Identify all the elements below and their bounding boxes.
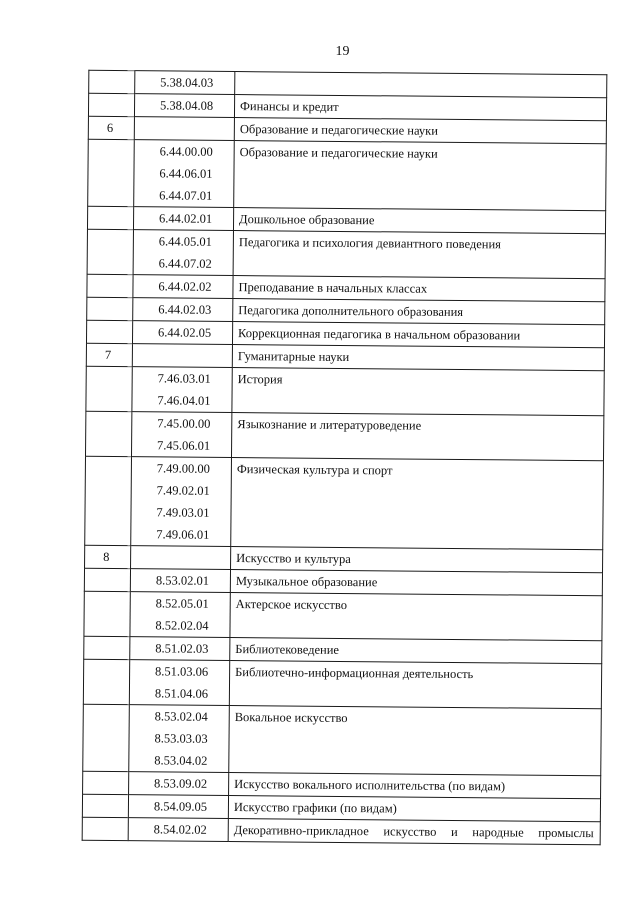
specialty-code: 7.45.06.01 (156, 438, 211, 453)
specialty-name: Музыкальное образование (235, 574, 378, 590)
specialty-code: 8.51.04.06 (154, 686, 209, 701)
specialty-name-cell (231, 458, 604, 550)
section-number-cell (87, 274, 133, 297)
section-number-cell (89, 70, 135, 93)
page-number: 19 (335, 44, 350, 59)
section-number-cell (83, 659, 129, 704)
specialty-code: 7.45.00.00 (157, 416, 211, 431)
codes-cell (129, 705, 230, 773)
specialty-code: 8.53.04.02 (154, 753, 208, 768)
section-number-cell (87, 206, 133, 229)
specialty-code: 8.53.03.03 (154, 731, 208, 746)
specialty-name-cell (230, 593, 602, 641)
specialty-name: Вокальное искусство (234, 710, 348, 726)
table-row (83, 659, 601, 709)
codes-cell (131, 546, 231, 570)
specialty-name-cell (229, 773, 601, 799)
specialties-table (82, 70, 608, 845)
specialty-code: 8.54.09.05 (153, 799, 208, 814)
specialty-name-cell (234, 118, 606, 144)
specialty-name: История (237, 372, 283, 387)
section-number-cell (86, 411, 132, 456)
section-number-cell (88, 139, 135, 206)
specialty-code: 8.53.02.01 (155, 573, 210, 588)
table-row (86, 366, 604, 416)
specialty-name-cell (234, 95, 606, 121)
section-number-cell (87, 297, 133, 320)
specialty-code: 6.44.02.02 (158, 279, 212, 294)
section-number-cell (82, 794, 128, 817)
specialty-code: 7.49.00.00 (156, 461, 211, 476)
specialty-name: Педагогика и психология девиантного поведения (238, 235, 501, 252)
specialty-name-cell (232, 368, 604, 416)
table-row (84, 591, 602, 641)
specialty-name: Актерское искусство (235, 597, 348, 613)
section-number-cell (86, 366, 132, 411)
specialty-code: 6.44.02.05 (157, 325, 212, 340)
specialty-code: 8.53.09.02 (154, 776, 208, 791)
specialty-code: 5.38.04.03 (160, 75, 214, 90)
specialty-name: Образование и педагогические науки (239, 122, 438, 138)
codes-cell (130, 637, 230, 661)
codes-cell (133, 275, 233, 299)
specialty-name-cell (233, 299, 605, 325)
codes-cell (132, 344, 232, 368)
section-number: 6 (106, 120, 114, 135)
codes-cell (132, 321, 232, 345)
section-number-cell (84, 636, 130, 659)
specialty-name: Коррекционная педагогика в начальном образовании (238, 326, 521, 343)
specialty-name-cell (228, 796, 600, 822)
codes-cell (130, 592, 230, 638)
codes-cell (130, 569, 230, 593)
codes-cell (134, 94, 234, 118)
section-number-cell (85, 545, 131, 568)
specialty-name-cell (229, 706, 602, 776)
section-number-cell (86, 320, 132, 343)
specialty-name: Языкознание и литературоведение (237, 417, 422, 433)
section-number-cell (83, 771, 129, 794)
codes-cell (131, 457, 232, 547)
section-number-cell (83, 704, 130, 771)
specialty-name-cell (233, 231, 605, 279)
specialty-code: 8.53.02.04 (154, 709, 208, 724)
specialty-name: Искусство и культура (236, 551, 351, 567)
specialty-name: Искусство вокального исполнительства (по видам) (234, 777, 506, 794)
specialty-code: 5.38.04.08 (159, 98, 214, 113)
specialty-code: 7.49.02.01 (156, 483, 210, 498)
section-number-cell (87, 229, 133, 274)
codes-cell (132, 367, 232, 413)
specialty-name: Педагогика дополнительного образования (238, 303, 464, 320)
specialty-code: 8.52.05.01 (155, 596, 209, 611)
specialty-name-cell (228, 819, 600, 845)
codes-cell (131, 412, 231, 458)
specialty-code: 8.52.02.04 (155, 618, 209, 633)
specialty-name-cell (234, 141, 607, 211)
specialty-code: 6.44.02.03 (158, 302, 212, 317)
specialty-code: 7.46.03.01 (157, 371, 211, 386)
codes-cell (134, 117, 234, 141)
table-row (88, 139, 607, 211)
specialty-name-cell (229, 661, 601, 709)
codes-cell (133, 230, 233, 276)
section-number-cell (88, 116, 134, 139)
specialty-code: 7.46.04.01 (157, 393, 211, 408)
codes-cell (133, 207, 233, 231)
specialty-name: Гуманитарные науки (237, 349, 350, 365)
specialty-name: Библиотечно-информационная деятельность (235, 665, 474, 682)
specialty-name-cell (230, 638, 602, 664)
specialty-name: Библиотековедение (235, 642, 340, 657)
codes-cell (134, 140, 235, 208)
specialty-name: Образование и педагогические науки (239, 145, 438, 161)
codes-cell (128, 795, 228, 819)
table-row (87, 229, 605, 279)
specialty-name-cell (233, 208, 605, 234)
section-number-cell (82, 817, 128, 840)
section-number: 7 (104, 347, 112, 362)
section-number-cell (84, 591, 130, 636)
codes-cell (128, 818, 228, 842)
specialty-code: 6.44.02.01 (158, 211, 213, 226)
section-number-cell (86, 343, 132, 366)
specialties-table-body (82, 70, 607, 844)
table-row (86, 411, 604, 461)
specialty-name: Преподавание в начальных классах (238, 280, 428, 296)
specialty-code: 6.44.07.01 (159, 188, 213, 203)
codes-cell (129, 772, 229, 796)
section-number-cell (88, 93, 134, 116)
specialty-name: Искусство графики (по видам) (233, 800, 397, 816)
table-row (82, 817, 600, 845)
specialty-code: 6.44.07.02 (158, 256, 212, 271)
table-row (83, 704, 602, 776)
specialty-name-cell (231, 413, 603, 461)
specialty-name-cell (230, 570, 602, 596)
specialty-name: Финансы и кредит (240, 99, 339, 114)
specialty-code: 6.44.05.01 (158, 234, 213, 249)
specialty-name: Дошкольное образование (239, 212, 375, 228)
specialty-name-cell (235, 72, 607, 98)
specialty-name: Физическая культура и спорт (236, 462, 393, 478)
codes-cell (133, 298, 233, 322)
specialty-name-cell (232, 345, 604, 371)
specialty-code: 7.49.06.01 (156, 527, 210, 542)
section-number-cell (84, 568, 130, 591)
specialty-code: 8.51.02.03 (155, 641, 209, 656)
specialty-code: 8.54.02.02 (153, 822, 207, 837)
specialty-name-cell (232, 322, 604, 348)
specialty-name-cell (231, 547, 603, 573)
specialty-code: 8.51.03.06 (155, 664, 209, 679)
specialty-name-cell (233, 276, 605, 302)
table-row (85, 456, 604, 550)
section-number-cell (85, 456, 132, 545)
specialty-name: Декоративно-прикладное искусство и народные промыслы (233, 823, 594, 841)
specialty-code: 7.49.03.01 (156, 505, 210, 520)
specialty-code: 6.44.00.00 (159, 144, 213, 159)
codes-cell (129, 660, 229, 706)
codes-cell (135, 71, 235, 95)
section-number: 8 (103, 549, 110, 564)
specialty-code: 6.44.06.01 (159, 166, 213, 181)
